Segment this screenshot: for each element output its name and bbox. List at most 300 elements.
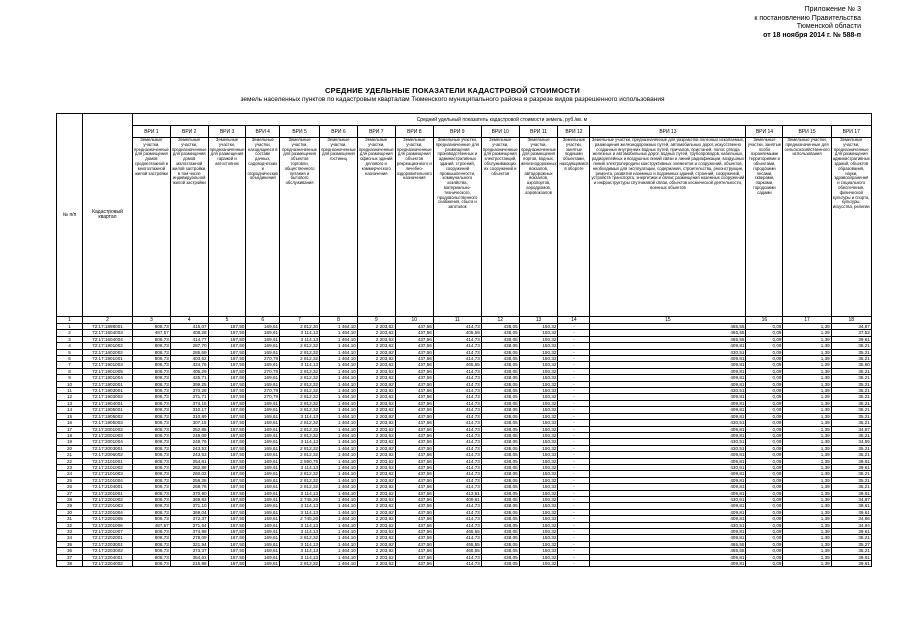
header-column-number: 6 (246, 317, 280, 324)
table-cell: 72:17:2104001 (83, 484, 133, 490)
table-cell: 0,09 (746, 561, 783, 567)
header-column-number: 16 (746, 317, 783, 324)
table-cell: 430,51 (590, 349, 746, 355)
table-cell: 2 812,32 (280, 394, 320, 400)
table-cell: - (558, 420, 590, 426)
table-cell: 808,73 (133, 388, 171, 394)
table-cell: 409,81 (590, 503, 746, 509)
table-cell: 1 464,10 (320, 464, 358, 470)
table-cell: 2 812,32 (280, 368, 320, 374)
table-cell: 430,51 (590, 439, 746, 445)
table-cell: 409,81 (590, 368, 746, 374)
table-cell: 150,32 (519, 561, 558, 567)
table-cell: 1,39 (783, 324, 831, 330)
table-cell: 187,50 (208, 445, 246, 451)
table-cell: 0,09 (746, 516, 783, 522)
table-cell: 1 464,10 (320, 362, 358, 368)
table-cell: 437,56 (395, 490, 433, 496)
table-cell: 150,32 (519, 432, 558, 438)
table-cell: 2 203,62 (357, 548, 395, 554)
appendix-line: Тюменской области (796, 23, 861, 30)
table-cell: 438,05 (481, 516, 519, 522)
table-cell: 414,73 (433, 407, 481, 413)
table-cell: 414,73 (433, 516, 481, 522)
table-cell: 252,85 (170, 426, 208, 432)
table-cell: 808,73 (133, 381, 171, 387)
table-cell: 72:17:2203001 (83, 541, 133, 547)
table-cell: 437,56 (395, 522, 433, 528)
table-cell: 169,61 (246, 522, 280, 528)
table-cell: 35,21 (831, 400, 871, 406)
table-cell: 35,21 (831, 413, 871, 419)
table-cell: 2 203,62 (357, 503, 395, 509)
table-cell: 35,60 (831, 362, 871, 368)
table-cell: 371,71 (170, 394, 208, 400)
table-cell: 437,56 (395, 496, 433, 502)
table-cell: 374,15 (170, 400, 208, 406)
table-cell: 7 (57, 362, 83, 368)
table-cell: 2 203,62 (357, 407, 395, 413)
table-cell: 0,09 (746, 503, 783, 509)
table-cell: 72:17:1901002 (83, 343, 133, 349)
header-column-number: 18 (831, 317, 871, 324)
table-row (57, 561, 872, 567)
table-cell: 169,61 (246, 330, 280, 336)
table-cell: 35,21 (831, 375, 871, 381)
table-cell: 408,28 (170, 330, 208, 336)
table-cell: 2 203,62 (357, 445, 395, 451)
table-cell: 414,73 (433, 432, 481, 438)
table-cell: 22 (57, 458, 83, 464)
table-cell: 0,09 (746, 400, 783, 406)
table-cell: 150,32 (519, 420, 558, 426)
table-cell: - (558, 439, 590, 445)
table-cell: 33 (57, 529, 83, 535)
table-cell: 150,32 (519, 522, 558, 528)
table-cell: 34,87 (831, 496, 871, 502)
table-cell: 1 464,10 (320, 388, 358, 394)
header-vri-description: Земельные участки, предназначенные для размещения объектов торговли, общественного питания и бытового обслуживания (280, 138, 320, 317)
table-cell: 72:17:1898001 (83, 324, 133, 330)
table-cell: 414,73 (433, 439, 481, 445)
table-cell: 2 812,32 (280, 432, 320, 438)
table-cell: 1,39 (783, 445, 831, 451)
table-cell: 36 (57, 548, 83, 554)
header-column-number: 1 (57, 317, 83, 324)
table-cell: 270,79 (246, 394, 280, 400)
table-cell: 808,73 (133, 439, 171, 445)
table-cell: 187,50 (208, 464, 246, 470)
table-cell: 187,50 (208, 541, 246, 547)
table-cell: 8 (57, 368, 83, 374)
table-cell: 438,05 (481, 381, 519, 387)
table-cell: 437,56 (395, 529, 433, 535)
header-vri-description: Земельные участки, предназначенные для размещения объектов рекреационного и лечебно-оздоровительного назначения (395, 138, 433, 317)
table-cell: 3 114,13 (280, 541, 320, 547)
table-cell: 150,32 (519, 336, 558, 342)
table-cell: 414,73 (433, 349, 481, 355)
table-cell: 169,61 (246, 509, 280, 515)
table-cell: 169,61 (246, 477, 280, 483)
header-vri-description: Земельные участки, предназначенные для сельскохозяйственного использования (783, 138, 831, 317)
table-cell: 15 (57, 413, 83, 419)
document-title: СРЕДНИЕ УДЕЛЬНЫЕ ПОКАЗАТЕЛИ КАДАСТРОВОЙ СТОИМОСТИ (325, 86, 580, 95)
table-cell: 187,50 (208, 426, 246, 432)
header-column-number: 14 (558, 317, 590, 324)
table-cell: 808,73 (133, 368, 171, 374)
table-cell: 35,21 (831, 394, 871, 400)
table-cell: 2 203,62 (357, 561, 395, 567)
table-cell: 1 464,10 (320, 503, 358, 509)
table-cell: 0,09 (746, 368, 783, 374)
table-cell: 438,05 (481, 484, 519, 490)
table-cell: 169,61 (246, 561, 280, 567)
table-cell: 414,73 (433, 420, 481, 426)
table-cell: 437,56 (395, 548, 433, 554)
table-cell: 32 (57, 522, 83, 528)
table-cell: 1,39 (783, 452, 831, 458)
table-cell: 438,05 (481, 324, 519, 330)
table-cell: 150,32 (519, 535, 558, 541)
table-cell: 0,09 (746, 464, 783, 470)
table-cell: 1 464,10 (320, 529, 358, 535)
table-cell: 9 (57, 375, 83, 381)
table-cell: 3 114,13 (280, 548, 320, 554)
table-cell: 414,73 (433, 375, 481, 381)
table-cell: 430,51 (590, 522, 746, 528)
table-cell: 409,81 (590, 490, 746, 496)
table-cell: 438,05 (481, 503, 519, 509)
table-cell: - (558, 509, 590, 515)
table-cell: 0,09 (746, 458, 783, 464)
table-cell: 414,73 (433, 561, 481, 567)
table-cell: 808,73 (133, 343, 171, 349)
table-cell: 72:17:1903002 (83, 394, 133, 400)
table-cell: 438,05 (481, 394, 519, 400)
header-group: Средний удельный показатель кадастровой стоимости земель, руб./кв. м (133, 114, 872, 126)
table-cell: 169,61 (246, 407, 280, 413)
table-cell: 409,61 (433, 496, 481, 502)
table-cell: 0,09 (746, 343, 783, 349)
table-cell: 370,90 (170, 490, 208, 496)
table-cell: 72:17:1905001 (83, 407, 133, 413)
table-cell: 414,73 (433, 445, 481, 451)
table-cell: 0,09 (746, 394, 783, 400)
table-cell: 1,39 (783, 368, 831, 374)
table-cell: 808,73 (133, 400, 171, 406)
table-cell: 72:17:2001003 (83, 432, 133, 438)
table-cell: 35,21 (831, 388, 871, 394)
table-cell: 1 464,10 (320, 407, 358, 413)
table-cell: 39,61 (831, 458, 871, 464)
table-cell: 808,73 (133, 541, 171, 547)
table-cell: 35,21 (831, 343, 871, 349)
table-cell: 437,56 (395, 477, 433, 483)
table-cell: 808,73 (133, 458, 171, 464)
header-column-number: 15 (590, 317, 746, 324)
table-cell: 808,73 (133, 375, 171, 381)
table-cell: 72:17:1901004 (83, 375, 133, 381)
table-cell: 187,50 (208, 471, 246, 477)
table-cell: 150,32 (519, 381, 558, 387)
table-cell: 2 812,32 (280, 400, 320, 406)
header-vri-description: Земельные участки, предназначенные для разработки полезных ископаемых, размещения железнодорожных путей, автомобильных дорог, искусственно созданных внутренних водных путей, причалов, пристаней, полос отвода железных и автомобильных дорог, водных путей, трубопроводов, кабельных, радиорелейных и воздушных линий связи и линий радиофикации, воздушных линий электропередачи конструктивных элементов и сооружений, объектов, необходимых для эксплуатации, содержания, строительства, реконструкции, ремонта, развития наземных и подземных зданий, строений, сооружений, устройств транспорта, энергетики и связи; размещения наземных сооружений и инфраструктуры спутниковой связи, объектов космической деятельности, военных объектов (590, 138, 746, 317)
table-cell: 405,59 (433, 330, 481, 336)
table-cell: 1,39 (783, 484, 831, 490)
header-column-number: 12 (481, 317, 519, 324)
table-cell: 0,09 (746, 330, 783, 336)
table-cell: 2 203,62 (357, 535, 395, 541)
table-cell: 72:17:2101001 (83, 458, 133, 464)
table-cell: 187,50 (208, 484, 246, 490)
table-cell: 187,50 (208, 509, 246, 515)
table-cell: 437,56 (395, 394, 433, 400)
table-cell: 430,51 (590, 420, 746, 426)
table-cell: - (558, 381, 590, 387)
table-cell: 262,86 (170, 464, 208, 470)
table-cell: 808,73 (133, 529, 171, 535)
table-cell: 72:17:1905002 (83, 413, 133, 419)
table-cell: 437,56 (395, 388, 433, 394)
header-vri-description: Земельные участки, занятые водными объектами, находящимися в обороте (558, 138, 590, 317)
header-vri: ВРИ 7 (357, 126, 395, 138)
table-cell: 1,39 (783, 522, 831, 528)
table-cell: - (558, 541, 590, 547)
table-cell: 374,98 (170, 529, 208, 535)
table-cell: 35,21 (831, 349, 871, 355)
table-cell: 437,56 (395, 561, 433, 567)
table-cell: 34,55 (831, 439, 871, 445)
table-cell: 808,73 (133, 548, 171, 554)
table-cell: 1,39 (783, 375, 831, 381)
table-cell: 437,56 (395, 503, 433, 509)
table-cell: 409,81 (590, 432, 746, 438)
table-cell: 2 812,32 (280, 445, 320, 451)
table-cell: 187,50 (208, 420, 246, 426)
table-cell: 0,09 (746, 509, 783, 515)
table-cell: 438,05 (481, 407, 519, 413)
table-cell: 438,05 (481, 445, 519, 451)
table-cell: 369,04 (170, 509, 208, 515)
header-vri: ВРИ 14 (746, 126, 783, 138)
table-cell: 409,81 (590, 381, 746, 387)
table-cell: 72:17:1602002 (83, 349, 133, 355)
table-cell: 307,15 (170, 420, 208, 426)
table-cell: 1 464,10 (320, 356, 358, 362)
table-cell: 438,05 (481, 336, 519, 342)
table-cell: 372,37 (170, 516, 208, 522)
header-vri: ВРИ 12 (558, 126, 590, 138)
table-cell: 2 812,32 (280, 388, 320, 394)
table-cell: 187,50 (208, 324, 246, 330)
table-cell: 437,56 (395, 452, 433, 458)
table-cell: 187,50 (208, 407, 246, 413)
table-cell: 150,32 (519, 400, 558, 406)
table-cell: 1,39 (783, 420, 831, 426)
table-cell: 808,73 (133, 477, 171, 483)
table-cell: 438,05 (481, 413, 519, 419)
table-cell: 808,73 (133, 509, 171, 515)
table-cell: 72:17:1604003 (83, 330, 133, 336)
table-cell: 409,81 (590, 394, 746, 400)
table-cell: 465,55 (590, 541, 746, 547)
table-cell: 2 203,62 (357, 496, 395, 502)
table-cell: - (558, 477, 590, 483)
table-cell: 310,17 (170, 407, 208, 413)
table-cell: 169,61 (246, 471, 280, 477)
table-cell: 150,32 (519, 471, 558, 477)
table-cell: 72:17:2101003 (83, 471, 133, 477)
table-cell: 260,02 (170, 471, 208, 477)
table-cell: 437,56 (395, 484, 433, 490)
table-cell: 0,09 (746, 548, 783, 554)
table-cell: - (558, 452, 590, 458)
header-vri: ВРИ 6 (320, 126, 358, 138)
table-cell: 150,32 (519, 529, 558, 535)
appendix-block (754, 6, 861, 40)
table-cell: 2 203,62 (357, 516, 395, 522)
table-cell: 808,73 (133, 452, 171, 458)
table-cell: 0,09 (746, 324, 783, 330)
table-cell: 2 203,62 (357, 324, 395, 330)
table-cell: 72:17:2204001 (83, 554, 133, 560)
table-cell: 0,09 (746, 484, 783, 490)
table-cell: 0,09 (746, 445, 783, 451)
table-cell: 0,09 (746, 554, 783, 560)
table-cell: 169,61 (246, 445, 280, 451)
table-cell: 2 812,32 (280, 426, 320, 432)
table-cell: - (558, 471, 590, 477)
table-cell: 72:17:2101004 (83, 477, 133, 483)
table-cell: 34 (57, 535, 83, 541)
table-cell: 2 203,62 (357, 336, 395, 342)
table-cell: 150,32 (519, 349, 558, 355)
table-cell: 438,05 (481, 464, 519, 470)
table-cell: 39,61 (831, 490, 871, 496)
table-cell: 438,05 (481, 561, 519, 567)
table-cell: 438,05 (481, 388, 519, 394)
table-cell: 1,39 (783, 516, 831, 522)
table-cell: 0,09 (746, 490, 783, 496)
table-cell: 11 (57, 388, 83, 394)
table-cell: 187,50 (208, 343, 246, 349)
header-vri-description: Земельные участки, предназначенные для размещения портов, водных, железнодорожных вокзалов, автодорожных вокзалов, аэропортов, аэродромов, аэровокзалов (519, 138, 558, 317)
table-cell: 187,50 (208, 330, 246, 336)
table-cell: 437,56 (395, 554, 433, 560)
table-cell: 2 203,62 (357, 349, 395, 355)
table-cell: 487,57 (133, 522, 171, 528)
table-cell: 169,61 (246, 452, 280, 458)
table-cell: 437,56 (395, 324, 433, 330)
table-cell: - (558, 522, 590, 528)
table-cell: 0,09 (746, 452, 783, 458)
table-cell: 150,32 (519, 375, 558, 381)
table-cell: 34,87 (831, 426, 871, 432)
table-cell: 414,73 (433, 343, 481, 349)
table-cell: 5 (57, 349, 83, 355)
header-column-number: 17 (783, 317, 831, 324)
table-cell: - (558, 484, 590, 490)
table-cell: 1 464,10 (320, 561, 358, 567)
table-cell: 0,09 (746, 349, 783, 355)
table-cell: 2 203,62 (357, 490, 395, 496)
table-cell: 150,32 (519, 330, 558, 336)
table-cell: 187,50 (208, 452, 246, 458)
table-cell: 169,61 (246, 464, 280, 470)
table-cell: 1,39 (783, 356, 831, 362)
table-cell: 187,50 (208, 362, 246, 368)
table-cell: 1,39 (783, 400, 831, 406)
table-cell: 409,81 (590, 554, 746, 560)
table-cell: 321,94 (170, 541, 208, 547)
table-cell: 437,56 (395, 445, 433, 451)
table-cell: 35,21 (831, 484, 871, 490)
table-cell: 150,32 (519, 439, 558, 445)
table-cell: 1 464,10 (320, 484, 358, 490)
table-cell: 438,05 (481, 432, 519, 438)
table-cell: 437,56 (395, 516, 433, 522)
table-cell: 30 (57, 509, 83, 515)
table-cell: 3 114,13 (280, 522, 320, 528)
table-cell: 215,98 (170, 561, 208, 567)
table-cell: 1 464,10 (320, 439, 358, 445)
header-column-number: 13 (519, 317, 558, 324)
table-cell: 2 745,26 (280, 496, 320, 502)
table-cell: 187,50 (208, 477, 246, 483)
table-cell: 2 590,75 (280, 458, 320, 464)
table-cell: 1 464,10 (320, 381, 358, 387)
table-cell: 437,56 (395, 356, 433, 362)
table-cell: 808,73 (133, 535, 171, 541)
table-cell: 409,81 (590, 375, 746, 381)
table-cell: 169,61 (246, 554, 280, 560)
table-cell: 808,73 (133, 516, 171, 522)
table-cell: 150,32 (519, 503, 558, 509)
table-cell: 35,21 (831, 445, 871, 451)
table-cell: 2 203,62 (357, 439, 395, 445)
table-cell: 39,61 (831, 509, 871, 515)
header-column-number: 4 (170, 317, 208, 324)
table-cell: 150,32 (519, 445, 558, 451)
table-cell: 29 (57, 503, 83, 509)
table-cell: 409,81 (590, 343, 746, 349)
table-cell: 2 812,32 (280, 407, 320, 413)
table-cell: 150,32 (519, 541, 558, 547)
table-cell: 437,56 (395, 343, 433, 349)
table-cell: 354,63 (170, 554, 208, 560)
table-cell: 72:17:1901003 (83, 362, 133, 368)
table-cell: 0,09 (746, 541, 783, 547)
table-cell: 437,56 (395, 400, 433, 406)
table-cell: 0,09 (746, 356, 783, 362)
table-cell: 270,79 (246, 388, 280, 394)
table-cell: 2 203,62 (357, 522, 395, 528)
table-cell: 465,55 (590, 324, 746, 330)
table-cell: 1 464,10 (320, 343, 358, 349)
table-cell: 169,61 (246, 343, 280, 349)
appendix-line: от 18 ноября 2014 г. № 588-п (763, 31, 861, 39)
table-cell: 150,32 (519, 394, 558, 400)
table-cell: 1,39 (783, 426, 831, 432)
table-cell: - (558, 554, 590, 560)
table-cell: 2 203,62 (357, 381, 395, 387)
table-cell: 2 812,32 (280, 484, 320, 490)
table-cell: 35,21 (831, 452, 871, 458)
table-cell: 1,39 (783, 413, 831, 419)
table-cell: 187,50 (208, 432, 246, 438)
table-cell: 0,09 (746, 439, 783, 445)
table-cell: 169,61 (246, 548, 280, 554)
